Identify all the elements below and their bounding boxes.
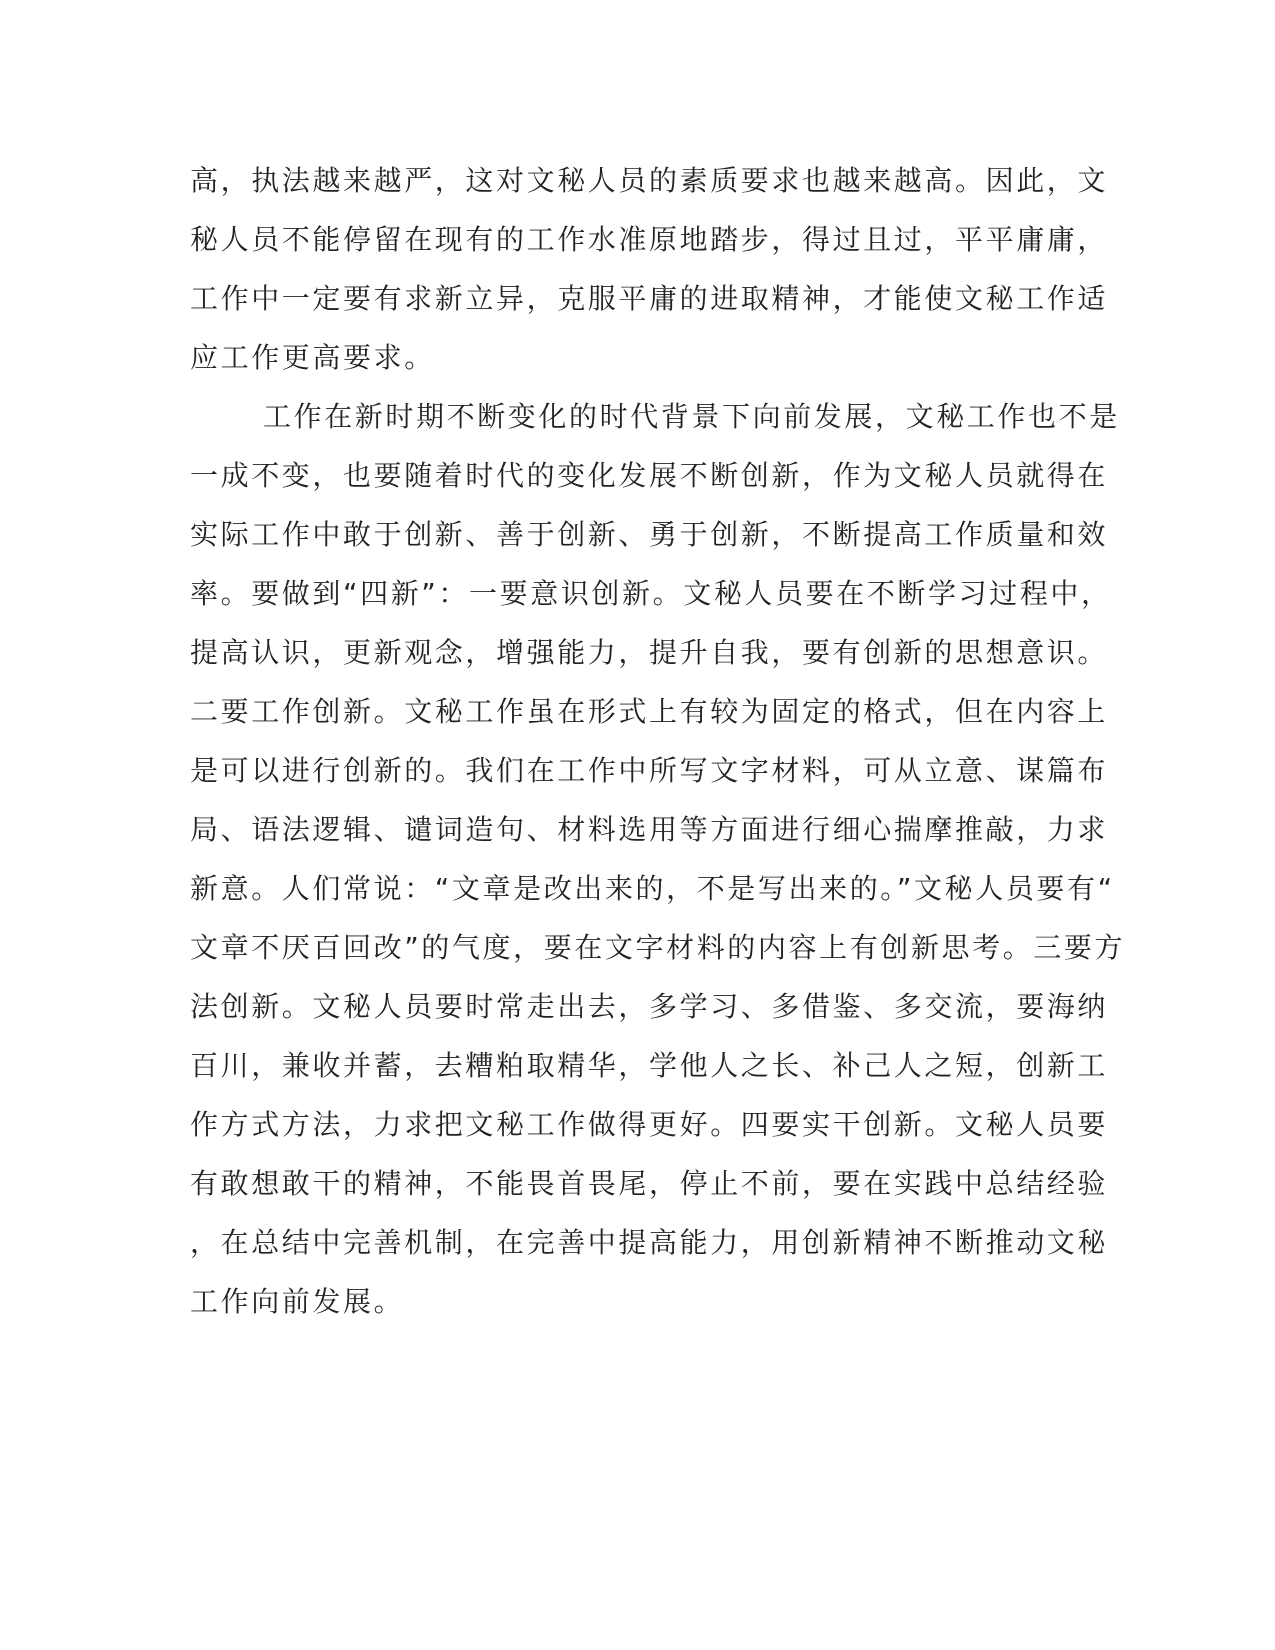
text-line: 高，执法越来越严，这对文秘人员的素质要求也越来越高。因此，文	[190, 164, 1109, 197]
text-line: 秘人员不能停留在现有的工作水准原地踏步，得过且过，平平庸庸，	[190, 223, 1109, 256]
text-line: 二要工作创新。文秘工作虽在形式上有较为固定的格式，但在内容上	[190, 695, 1109, 728]
text-line: 工作中一定要有求新立异，克服平庸的进取精神，才能使文秘工作适	[190, 282, 1109, 315]
text-line: 一成不变，也要随着时代的变化发展不断创新，作为文秘人员就得在	[190, 459, 1109, 492]
text-line: 工作向前发展。	[190, 1285, 405, 1318]
text-line: 有敢想敢干的精神，不能畏首畏尾，停止不前，要在实践中总结经验	[190, 1167, 1109, 1200]
text-line: 实际工作中敢于创新、善于创新、勇于创新，不断提高工作质量和效	[190, 518, 1109, 551]
text-line: 率。要做到“四新”：一要意识创新。文秘人员要在不断学习过程中，	[190, 577, 1112, 610]
text-line: 提高认识，更新观念，增强能力，提升自我，要有创新的思想意识。	[190, 636, 1109, 669]
text-line: 是可以进行创新的。我们在工作中所写文字材料，可从立意、谋篇布	[190, 754, 1109, 787]
text-line: 新意。人们常说：“文章是改出来的，不是写出来的。”文秘人员要有“	[190, 872, 1115, 905]
text-line: 作方式方法，力求把文秘工作做得更好。四要实干创新。文秘人员要	[190, 1108, 1109, 1141]
text-line: 文章不厌百回改”的气度，要在文字材料的内容上有创新思考。三要方	[190, 931, 1126, 964]
text-line: 应工作更高要求。	[190, 341, 435, 374]
text-line: 法创新。文秘人员要时常走出去，多学习、多借鉴、多交流，要海纳	[190, 990, 1109, 1023]
text-line: 局、语法逻辑、谴词造句、材料选用等方面进行细心揣摩推敲，力求	[190, 813, 1109, 846]
text-line: 百川，兼收并蓄，去糟粕取精华，学他人之长、补己人之短，创新工	[190, 1049, 1109, 1082]
paragraph-first-line: 工作在新时期不断变化的时代背景下向前发展，文秘工作也不是	[263, 400, 1120, 433]
text-line: ，在总结中完善机制，在完善中提高能力，用创新精神不断推动文秘	[190, 1226, 1109, 1259]
